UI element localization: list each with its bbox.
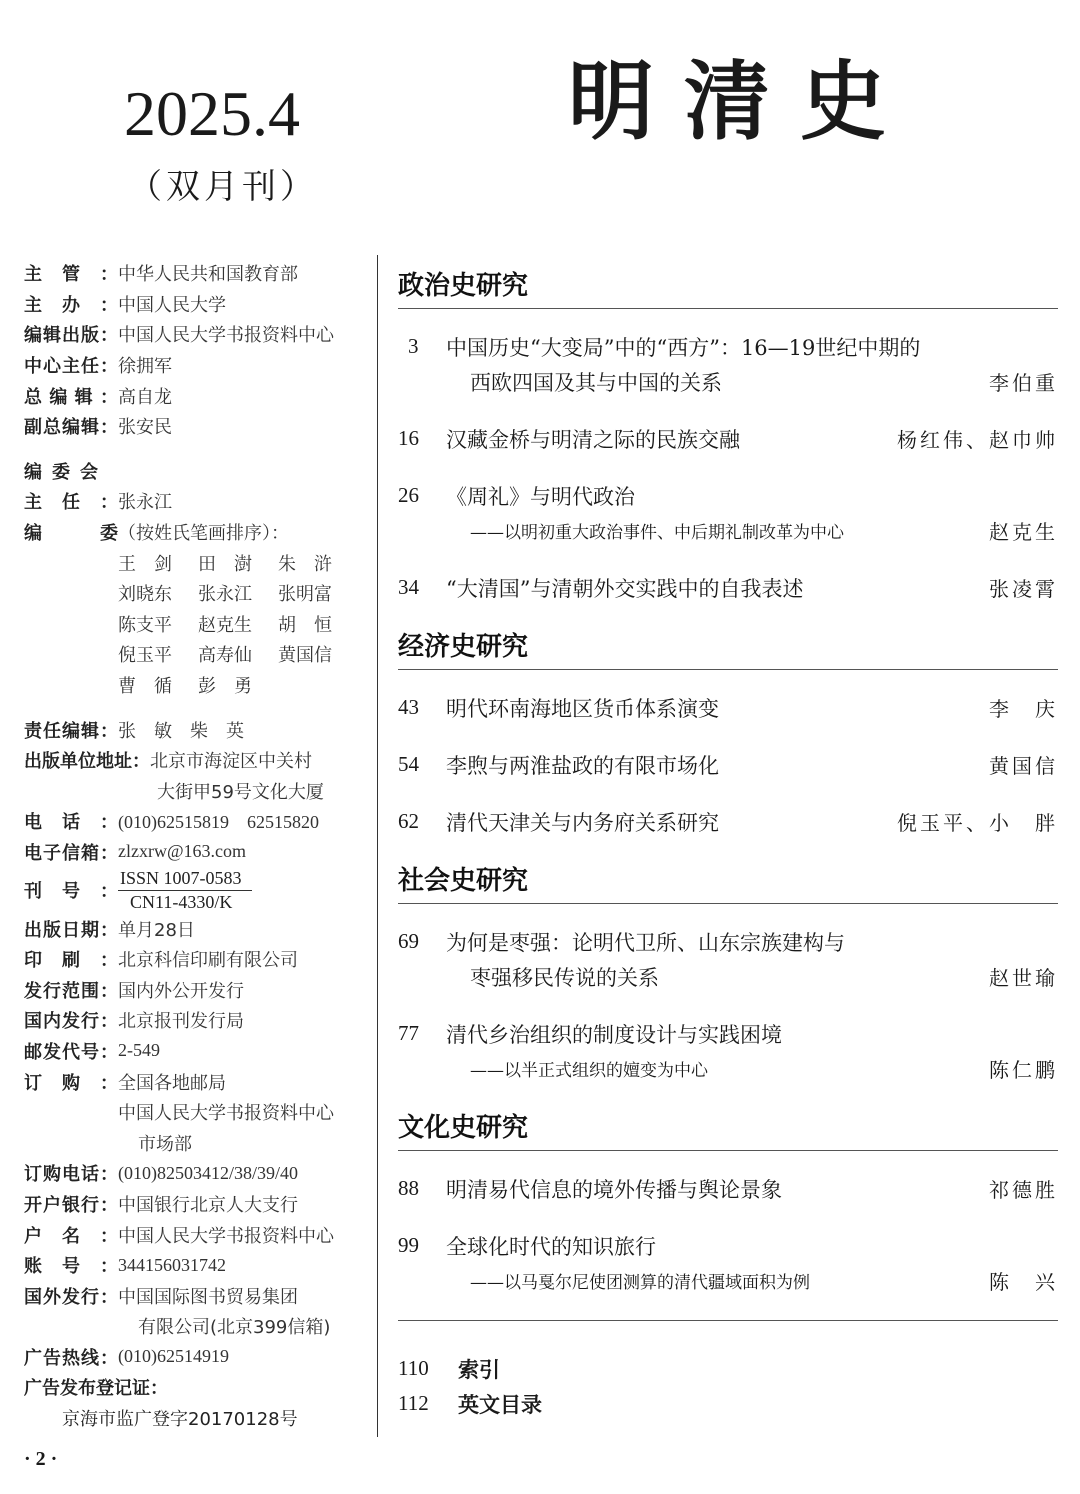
cn-value: CN11-4330/K [130, 892, 233, 913]
appendix-page: 110 [398, 1356, 429, 1380]
entry-author: 陈仁鹏 [989, 1058, 1058, 1082]
section-title: 文化史研究 [398, 1100, 1058, 1151]
members-note: （按姓氏笔画排序）： [118, 523, 289, 545]
printer-label: 印刷： [24, 950, 118, 972]
ad-hotline-row [24, 1342, 369, 1373]
pub-date-label: 出版日期： [24, 919, 118, 941]
member-row [24, 609, 369, 640]
entry-author: 祁德胜 [989, 1178, 1058, 1202]
entry-author: 陈 兴 [989, 1270, 1058, 1294]
order-phone-value: (010)82503412/38/39/40 [118, 1162, 298, 1183]
issn-value: ISSN 1007-0583 [118, 867, 252, 891]
toc-entry[interactable] [398, 329, 1058, 399]
bank-label: 开户银行： [24, 1194, 118, 1216]
pub-date-value: 单月28日 [118, 919, 195, 941]
publication-frequency: （双月刊） [128, 167, 318, 207]
domestic-value: 北京报刊发行局 [118, 1011, 244, 1033]
order-row [24, 1066, 369, 1097]
printer-row [24, 944, 369, 975]
appendix-label: 英文目录 [458, 1392, 542, 1417]
committee-member: 胡 恒 [278, 614, 332, 636]
committee-member: 黄国信 [278, 645, 332, 667]
postal-code-value: 2-549 [118, 1040, 160, 1061]
spacer [24, 700, 369, 714]
toc-entry[interactable] [398, 804, 1058, 839]
account-name-label: 户名： [24, 1225, 118, 1247]
entry-title: 中国历史“大变局”中的“西方”：16—19世纪中期的 [446, 335, 921, 360]
entry-page: 77 [398, 1021, 419, 1045]
toc-entry[interactable] [398, 1171, 1058, 1206]
entry-author: 倪玉平、小 胖 [897, 811, 1058, 835]
entry-subtitle: ——以马戛尔尼使团测算的清代疆域面积为例 [470, 1273, 810, 1293]
entry-author: 赵世瑜 [989, 966, 1058, 990]
committee-member: 张明富 [278, 584, 332, 606]
chief-editor-label: 总编辑： [24, 386, 118, 408]
journal-title: 明清史 [568, 51, 916, 152]
address-label: 出版单位地址： [24, 751, 150, 773]
entry-title: 《周礼》与明代政治 [446, 484, 635, 509]
toc-entry[interactable] [398, 570, 1058, 605]
publication-info [24, 258, 369, 1433]
entry-title: 李煦与两淮盐政的有限市场化 [446, 753, 719, 778]
committee-member: 王 剑 [118, 553, 172, 575]
entry-page: 69 [398, 929, 419, 953]
entry-author: 李 庆 [989, 697, 1058, 721]
toc-entry[interactable] [398, 1016, 1058, 1086]
responsible-editor-value: 张 敏 柴 英 [118, 720, 244, 742]
ad-cert-label: 广告发布登记证： [24, 1378, 168, 1400]
order-value-continued: 市场部 [138, 1133, 192, 1155]
toc-entry[interactable] [398, 478, 1058, 548]
member-row [24, 670, 369, 701]
entry-page: 34 [398, 575, 419, 599]
committee-member: 朱 浒 [278, 553, 332, 575]
entry-page: 62 [398, 809, 419, 833]
publisher-label: 编辑出版： [24, 325, 118, 347]
supervisor-value: 中华人民共和国教育部 [118, 264, 298, 286]
sponsor-row [24, 289, 369, 320]
section-title: 经济史研究 [398, 619, 1058, 670]
address-value-continued: 大街甲59号文化大厦 [157, 781, 324, 803]
foreign-value-continued: 有限公司(北京399信箱) [138, 1317, 331, 1339]
account-name-row [24, 1219, 369, 1250]
deputy-editor-label: 副总编辑： [24, 417, 118, 439]
committee-member: 陈支平 [118, 614, 172, 636]
entry-title: 为何是枣强：论明代卫所、山东宗族建构与 [446, 930, 845, 955]
order-value-continued: 中国人民大学书报资料中心 [118, 1103, 334, 1125]
entry-author: 李伯重 [989, 371, 1058, 395]
foreign-label: 国外发行： [24, 1286, 118, 1308]
domestic-row [24, 1005, 369, 1036]
entry-page: 88 [398, 1176, 419, 1200]
director-row [24, 350, 369, 381]
chief-editor-row [24, 380, 369, 411]
toc-entry[interactable] [398, 924, 1058, 994]
phone-label: 电话： [24, 812, 118, 834]
committee-member: 曹 循 [118, 676, 172, 698]
entry-author: 赵克生 [989, 520, 1058, 544]
members-row [24, 517, 369, 548]
contents-bottom-rule [398, 1320, 1058, 1321]
chair-label: 主任： [24, 492, 118, 514]
sponsor-value: 中国人民大学 [118, 294, 226, 316]
bank-value: 中国银行北京人大支行 [118, 1194, 298, 1216]
appendix-page: 112 [398, 1391, 429, 1415]
issue-number: 2025.4 [124, 78, 300, 149]
issn-block [118, 867, 252, 913]
supervisor-label: 主管： [24, 264, 118, 286]
entry-page: 3 [408, 334, 419, 358]
entry-page: 99 [398, 1233, 419, 1257]
entry-title-continued: 枣强移民传说的关系 [470, 965, 659, 990]
account-name-value: 中国人民大学书报资料中心 [118, 1225, 334, 1247]
account-no-value: 344156031742 [118, 1254, 226, 1275]
entry-subtitle: ——以半正式组织的嬗变为中心 [470, 1061, 708, 1081]
committee-member: 高寿仙 [198, 645, 252, 667]
bank-row [24, 1189, 369, 1220]
entry-author: 黄国信 [989, 754, 1058, 778]
section-title: 社会史研究 [398, 853, 1058, 904]
chief-editor-value: 高自龙 [118, 386, 172, 408]
distribution-value: 国内外公开发行 [118, 980, 244, 1002]
publisher-value: 中国人民大学书报资料中心 [118, 325, 334, 347]
address-value: 北京市海淀区中关村 [150, 751, 312, 773]
entry-page: 16 [398, 426, 419, 450]
committee-member: 田 澍 [198, 553, 252, 575]
committee-member: 刘晓东 [118, 584, 172, 606]
entry-title: 明代环南海地区货币体系演变 [446, 696, 719, 721]
order-label: 订购： [24, 1072, 118, 1094]
address-row [24, 745, 369, 776]
distribution-label: 发行范围： [24, 980, 118, 1002]
publisher-row [24, 319, 369, 350]
order-phone-row [24, 1158, 369, 1189]
domestic-label: 国内发行： [24, 1011, 118, 1033]
foreign-row [24, 1280, 369, 1311]
deputy-editor-value: 张安民 [118, 417, 172, 439]
phone-row [24, 806, 369, 837]
foreign-value: 中国国际图书贸易集团 [118, 1286, 298, 1308]
appendix-label: 索引 [458, 1357, 500, 1382]
ad-cert-row [24, 1372, 369, 1403]
responsible-editor-row [24, 714, 369, 745]
deputy-editor-row [24, 411, 369, 442]
members-label: 编委 [24, 523, 118, 545]
email-row [24, 837, 369, 868]
entry-title: 清代天津关与内务府关系研究 [446, 810, 719, 835]
toc-entry[interactable] [398, 421, 1058, 456]
table-of-contents [398, 258, 1058, 1421]
entry-title: “大清国”与清朝外交实践中的自我表述 [446, 576, 804, 601]
entry-title: 清代乡治组织的制度设计与实践困境 [446, 1022, 782, 1047]
toc-entry[interactable] [398, 690, 1058, 725]
entry-author: 张凌霄 [989, 577, 1058, 601]
issn-label: 刊号： [24, 881, 118, 903]
account-no-row [24, 1250, 369, 1281]
entry-title: 全球化时代的知识旅行 [446, 1234, 656, 1259]
committee-member: 倪玉平 [118, 645, 172, 667]
member-row [24, 578, 369, 609]
ad-cert-value: 京海市监广登字20170128号 [62, 1409, 298, 1431]
entry-title: 汉藏金桥与明清之际的民族交融 [446, 427, 740, 452]
order-value: 全国各地邮局 [118, 1072, 226, 1094]
entry-page: 54 [398, 752, 419, 776]
entry-subtitle: ——以明初重大政治事件、中后期礼制改革为中心 [470, 523, 844, 543]
email-label: 电子信箱： [24, 842, 118, 864]
sponsor-label: 主办： [24, 294, 118, 316]
postal-code-label: 邮发代号： [24, 1041, 118, 1063]
page-number: · 2 · [24, 1448, 58, 1470]
issn-row [24, 867, 369, 913]
entry-author: 杨红伟、赵巾帅 [897, 428, 1058, 452]
appendix-entry[interactable] [398, 1386, 1058, 1421]
spacer [24, 442, 369, 456]
chair-value: 张永江 [118, 492, 172, 514]
email-value: zlzxrw@163.com [118, 841, 247, 862]
entry-title: 明清易代信息的境外传播与舆论景象 [446, 1177, 782, 1202]
entry-page: 26 [398, 483, 419, 507]
phone-value: (010)62515819 62515820 [118, 812, 319, 833]
supervisor-row [24, 258, 369, 289]
appendix-list [398, 1351, 1058, 1421]
chair-row [24, 486, 369, 517]
director-value: 徐拥军 [118, 356, 172, 378]
section-title: 政治史研究 [398, 258, 1058, 309]
toc-entry[interactable] [398, 747, 1058, 782]
member-row [24, 547, 369, 578]
appendix-entry[interactable] [398, 1351, 1058, 1386]
responsible-editor-label: 责任编辑： [24, 720, 118, 742]
column-divider [377, 255, 378, 1437]
member-row [24, 639, 369, 670]
ad-hotline-label: 广告热线： [24, 1347, 118, 1369]
committee-title: 编委会 [24, 461, 108, 483]
order-phone-label: 订购电话： [24, 1164, 118, 1186]
committee-member: 赵克生 [198, 614, 252, 636]
printer-value: 北京科信印刷有限公司 [118, 950, 298, 972]
postal-code-row [24, 1036, 369, 1067]
account-no-label: 账号： [24, 1256, 118, 1278]
pub-date-row [24, 913, 369, 944]
entry-title-continued: 西欧四国及其与中国的关系 [470, 370, 722, 395]
toc-entry[interactable] [398, 1228, 1058, 1298]
distribution-row [24, 974, 369, 1005]
director-label: 中心主任： [24, 356, 118, 378]
ad-hotline-value: (010)62514919 [118, 1346, 229, 1367]
committee-member: 彭 勇 [198, 676, 252, 698]
entry-page: 43 [398, 695, 419, 719]
committee-member: 张永江 [198, 584, 252, 606]
